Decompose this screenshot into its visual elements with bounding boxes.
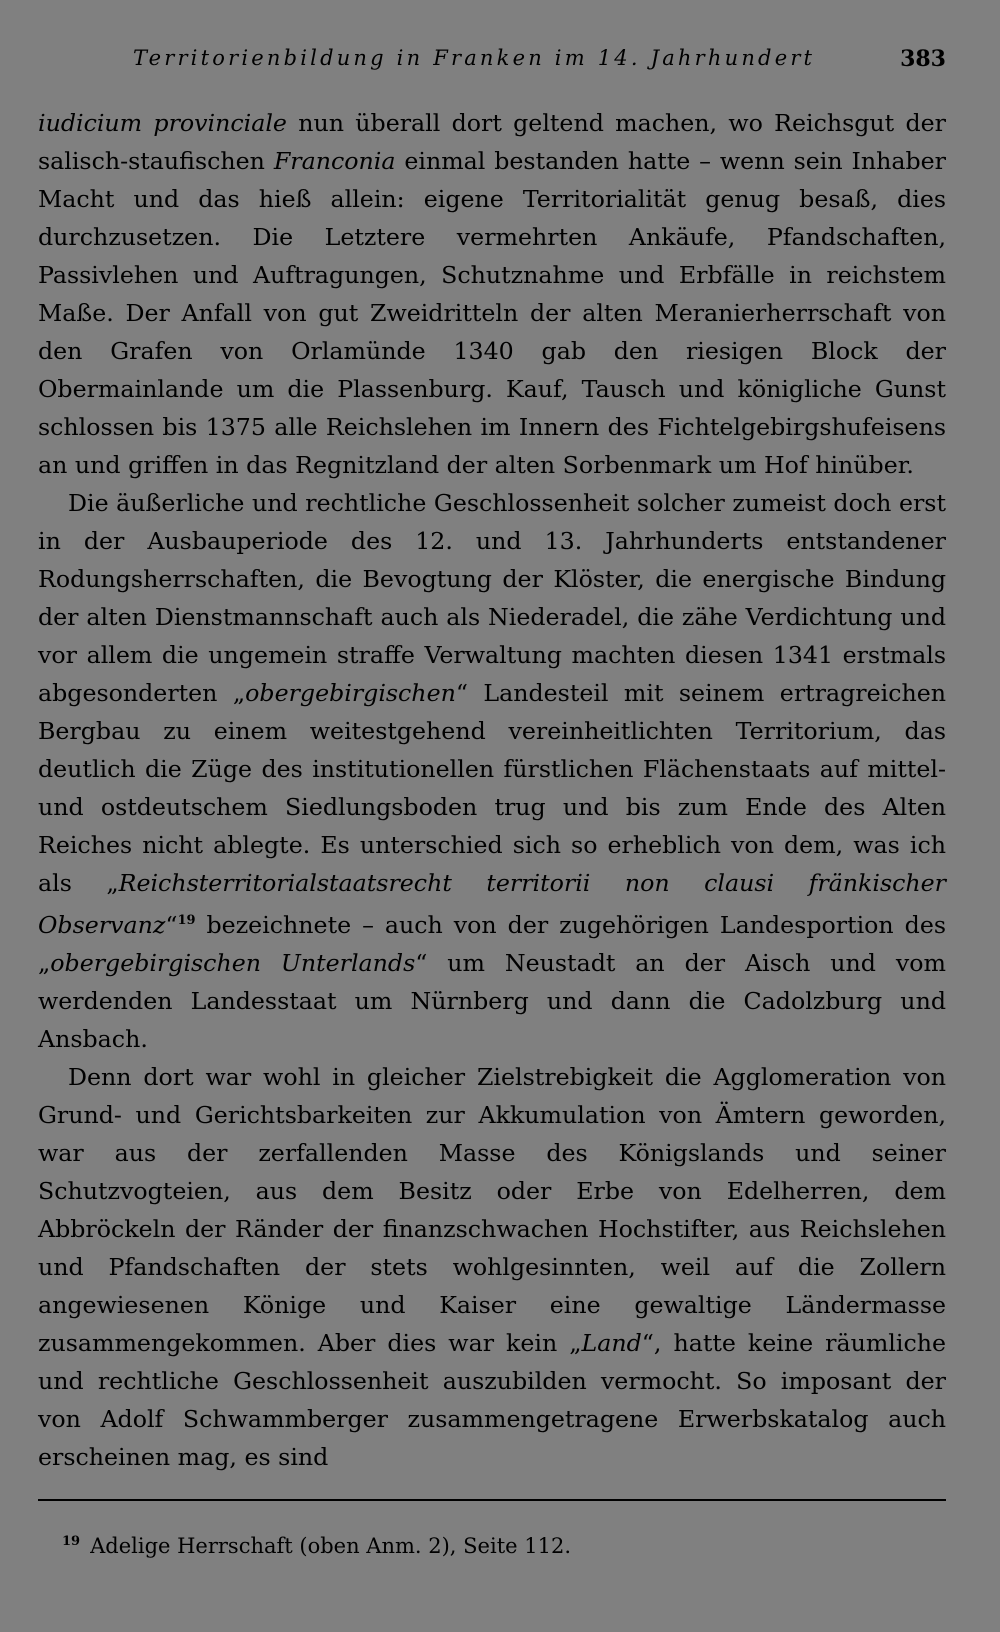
book-page (38, 0, 946, 1632)
text-run: “, hatte keine räumliche und rechtliche Geschlossenheit auszubilden vermocht. So imposant der von Adolf Schwammberger zusammengetragene Erwerbskatalog auch erscheinen mag, es sind (38, 1328, 946, 1471)
italic-phrase: obergebirgischen (245, 679, 456, 707)
italic-phrase: Franconia (273, 147, 396, 175)
text-run: bezeichnete – auch von der zugehörigen Landesportion des „ (38, 910, 946, 977)
italic-phrase: iudicium provinciale (38, 109, 287, 137)
page-header (38, 46, 946, 80)
text-run: “ um Neustadt an der Aisch und vom werdenden Landesstaat um Nürnberg und dann die Cadolzburg und Ansbach. (38, 948, 946, 1053)
text-run: “ Landesteil mit seinem ertragreichen Bergbau zu einem weitestgehend vereinheitlichten Territorium, das deutlich die Züge des institutionellen fürstlichen Flächenstaats auf mittel- und ostdeutschem Siedlungsboden trug und bis zum Ende des Alten Reiches nicht ablegte. Es unterschied sich so erheblich von dem, was ich als „ (38, 679, 946, 897)
footnote-number: 19 (62, 1534, 81, 1549)
body-text (38, 104, 946, 1476)
italic-phrase: Reichsterritorialstaatsrecht territorii non clausi fränkischer Observanz (38, 869, 946, 939)
page-number: 383 (900, 46, 946, 72)
text-run: einmal bestanden hatte – wenn sein Inhaber Macht und das hieß allein: eigene Territorialität genug besaß, dies durchzusetzen. Die Letztere vermehrten Ankäufe, Pfandschaften, Passivlehen und Auftragungen, Schutznahme und Erbfälle in reichstem Maße. Der Anfall von gut Zweidritteln der alten Meranierherrschaft von den Grafen von Orlamünde 1340 gab den riesigen Block der Obermainlande um die Plassenburg. Kauf, Tausch und königliche Gunst schlossen bis 1375 alle Reichslehen im Innern des Fichtelgebirgshufeisens an und griffen in das Regnitzland der alten Sorbenmark um Hof hinüber. (38, 147, 946, 479)
text-run: Die äußerliche und rechtliche Geschlossenheit solcher zumeist doch erst in der Ausbauperiode des 12. und 13. Jahrhunderts entstandener Rodungsherrschaften, die Bevogtung der Klöster, die energische Bindung der alten Dienstmannschaft auch als Niederadel, die zähe Verdichtung und vor allem die ungemein straffe Verwaltung machten diesen 1341 erstmals abgesonderten „ (38, 489, 946, 707)
text-run: nun überall dort geltend machen, wo Reichsgut der salisch-staufischen (38, 109, 946, 175)
italic-phrase: obergebirgischen Unterlands (50, 948, 416, 977)
italic-phrase: Land (581, 1328, 642, 1357)
footnote-reference: 19 (177, 913, 196, 928)
footnote-divider (38, 1499, 946, 1501)
footnote (62, 1534, 571, 1558)
text-run: Denn dort war wohl in gleicher Zielstrebigkeit die Agglomeration von Grund- und Gerichtsbarkeiten zur Akkumulation von Ämtern geworden, war aus der zerfallenden Masse des Königslands und seiner Schutzvogteien, aus dem Besitz oder Erbe von Edelherren, dem Abbröckeln der Ränder der finanzschwachen Hochstifter, aus Reichslehen und Pfandschaften der stets wohlgesinnten, weil auf die Zollern angewiesenen Könige und Kaiser eine gewaltige Ländermasse zusammengekommen. Aber dies war kein „ (38, 1062, 946, 1357)
paragraph (38, 1058, 946, 1476)
text-run: “ (165, 910, 178, 939)
running-title: Territorienbildung in Franken im 14. Jahrhundert (133, 46, 816, 70)
footnote-text: Adelige Herrschaft (oben Anm. 2), Seite 112. (90, 1534, 571, 1558)
paragraph (38, 104, 946, 484)
paragraph (38, 484, 946, 1058)
